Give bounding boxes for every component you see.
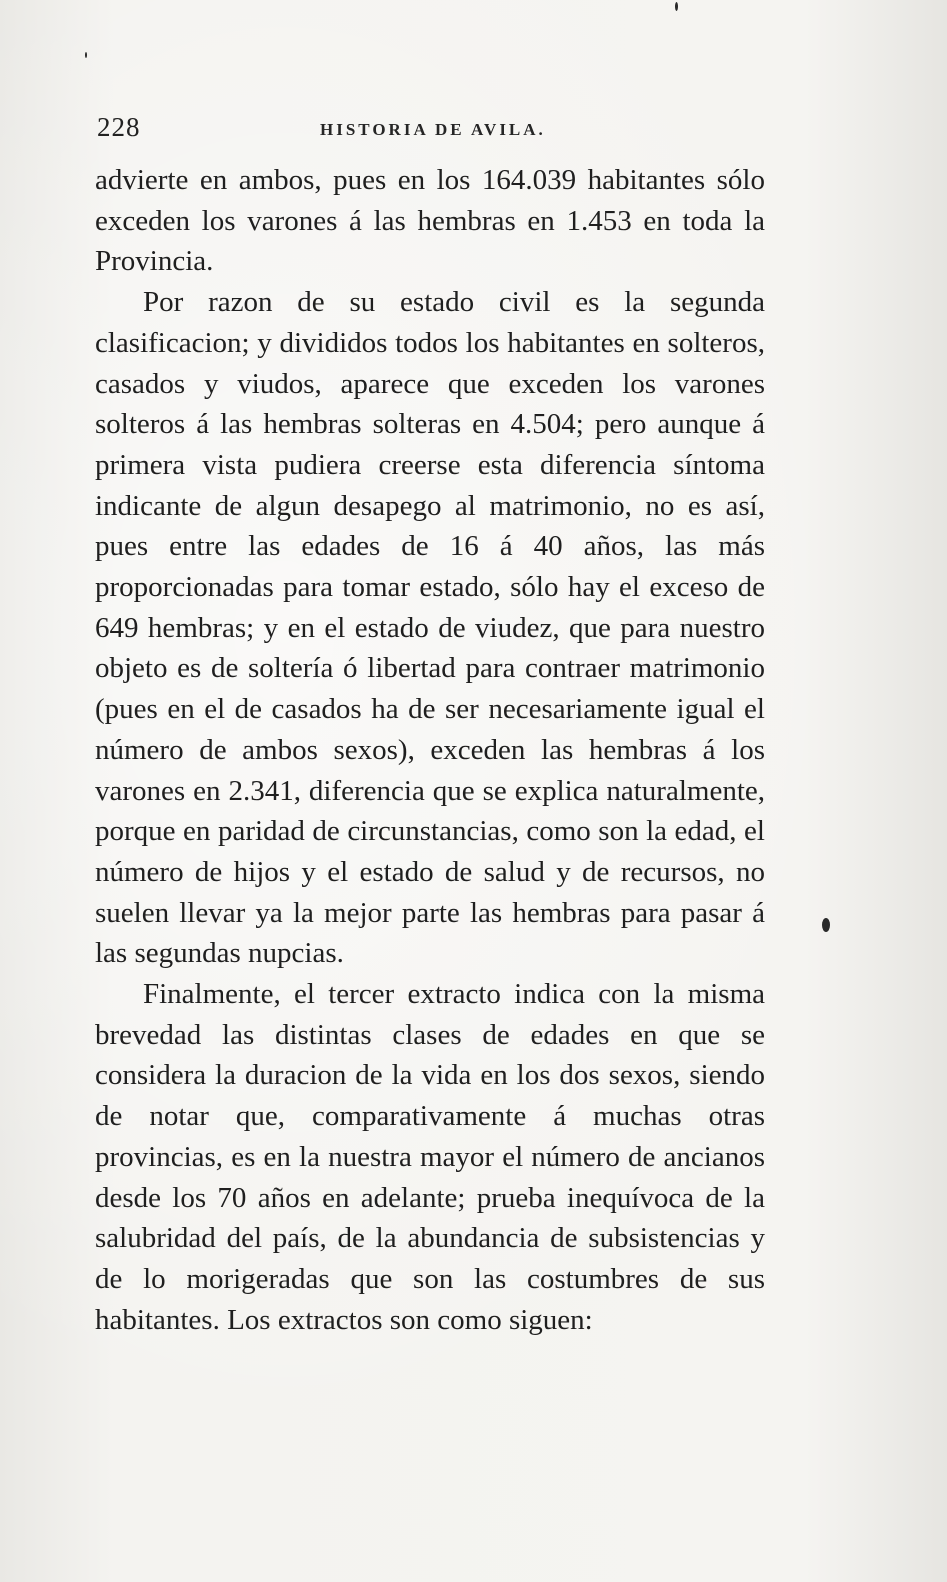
body-text xyxy=(95,160,765,1340)
paragraph-continuation: advierte en ambos, pues en los 164.039 habitantes sólo exceden los varones á las hembras en 1.453 en toda la Provincia. xyxy=(95,164,765,278)
paragraph-civil-status: Por razon de su estado civil es la segunda clasificacion; y divididos todos los habitantes en solteros, casados y viudos, aparece que exceden los varones solteros á las hembras solteras en 4.504; pero aunque á primera vista pudiera creerse esta diferencia síntoma indicante de algun desapego al matrimonio, no es así, pues entre las edades de 16 á 40 años, las más proporcionadas para tomar estado, sólo hay el exceso de 649 hembras; y en el estado de viudez, que para nuestro objeto es de soltería ó libertad para contraer matrimonio (pues en el de casados ha de ser necesariamente igual el número de ambos sexos), exceden las hembras á los varones en 2.341, diferencia que se explica naturalmente, porque en paridad de circunstancias, como son la edad, el número de hijos y el estado de salud y de recursos, no suelen llevar ya la mejor parte las hembras para pasar á las segundas nupcias. xyxy=(95,286,765,970)
paper-speck xyxy=(822,918,830,932)
running-head: HISTORIA DE AVILA. xyxy=(320,120,546,139)
page-header xyxy=(97,112,767,146)
page-number: 228 xyxy=(97,112,141,142)
paper-speck xyxy=(675,2,678,11)
paragraph-ages: Finalmente, el tercer extracto indica con la misma brevedad las distintas clases de edades en que se considera la duracion de la vida en los dos sexos, siendo de notar que, comparativamente á muchas otras provincias, es en la nuestra mayor el número de ancianos desde los 70 años en adelante; prueba inequívoca de la salubridad del país, de la abundancia de subsistencias y de lo morigeradas que son las costumbres de sus habitantes. Los extractos son como siguen: xyxy=(95,978,765,1336)
paper-speck xyxy=(85,52,87,58)
